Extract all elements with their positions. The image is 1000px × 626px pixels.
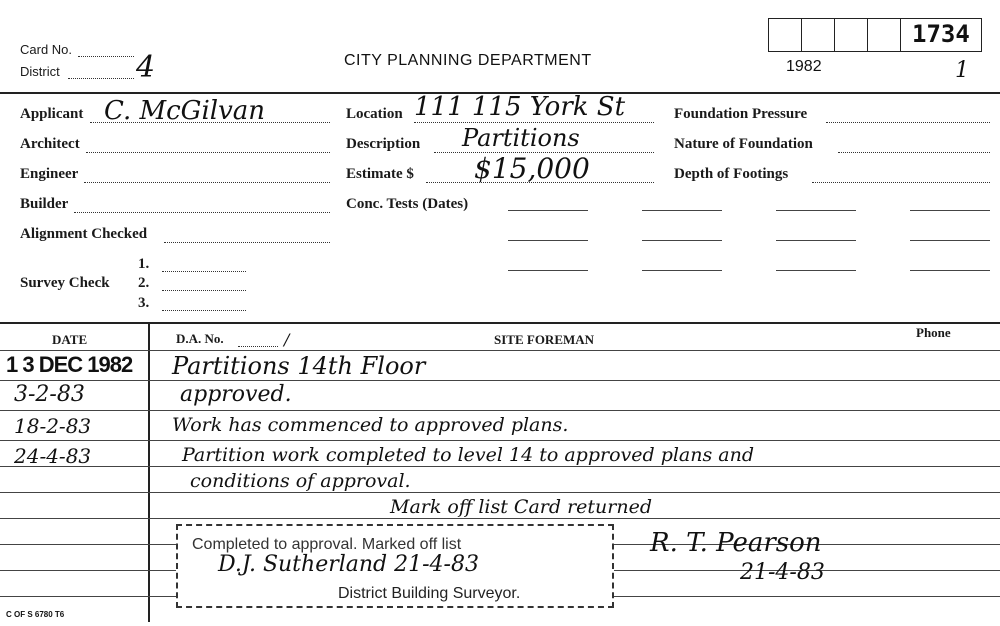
department-title: CITY PLANNING DEPARTMENT xyxy=(344,52,592,69)
nature-foundation-line xyxy=(838,152,990,153)
date-column-divider xyxy=(148,322,150,622)
signoff-signature: R. T. Pearson xyxy=(650,528,822,558)
foundation-pressure-line xyxy=(826,122,990,123)
number-box-cell xyxy=(801,18,835,52)
builder-line xyxy=(74,212,330,213)
survey-check-label: Survey Check xyxy=(20,275,110,291)
log-entry: Partitions 14th Floor xyxy=(172,352,426,380)
da-value: / xyxy=(284,330,290,349)
test-line xyxy=(642,270,722,271)
depth-footings-line xyxy=(812,182,990,183)
alignment-line xyxy=(164,242,330,243)
number-box-cell xyxy=(867,18,901,52)
test-line xyxy=(910,210,990,211)
location-label: Location xyxy=(346,106,403,122)
survey-item-2: 2. xyxy=(138,275,150,291)
test-line xyxy=(910,240,990,241)
survey-line-2 xyxy=(162,290,246,291)
test-line xyxy=(508,210,588,211)
site-foreman-header: SITE FOREMAN xyxy=(494,332,595,347)
district-label: District xyxy=(20,64,60,79)
log-top-border xyxy=(0,322,1000,324)
log-entry: Work has commenced to approved plans. xyxy=(172,414,569,436)
survey-item-3: 3. xyxy=(138,295,150,311)
da-header: D.A. No. xyxy=(176,331,224,346)
test-line xyxy=(776,270,856,271)
log-row-rule xyxy=(0,492,1000,493)
phone-header: Phone xyxy=(916,325,951,340)
survey-line-1 xyxy=(162,271,246,272)
applicant-label: Applicant xyxy=(20,106,84,122)
card-year: 1982 xyxy=(786,58,822,75)
engineer-line xyxy=(84,182,330,183)
test-line xyxy=(508,240,588,241)
log-entry: Mark off list Card returned xyxy=(390,496,653,518)
test-line xyxy=(910,270,990,271)
test-line xyxy=(776,210,856,211)
survey-item-1: 1. xyxy=(138,256,150,272)
stamp-signature: D.J. Sutherland 21-4-83 xyxy=(218,552,479,577)
survey-line-3 xyxy=(162,310,246,311)
card-no-label: Card No. xyxy=(20,42,73,57)
card-no-line xyxy=(78,56,134,57)
stamp-line-3: District Building Surveyor. xyxy=(338,585,521,602)
location-line xyxy=(414,122,654,123)
corner-mark: 1 xyxy=(955,58,969,83)
log-row-rule xyxy=(0,518,1000,519)
log-entry: approved. xyxy=(180,382,292,407)
alignment-label: Alignment Checked xyxy=(20,226,148,242)
description-label: Description xyxy=(346,136,421,152)
log-entry: Partition work completed to level 14 to approved plans and xyxy=(182,444,755,466)
architect-label: Architect xyxy=(20,136,80,152)
number-box-cell xyxy=(768,18,802,52)
log-header-rule xyxy=(0,350,1000,351)
card-number: 1734 xyxy=(912,20,970,48)
log-row-rule xyxy=(0,440,1000,441)
district-line xyxy=(68,78,134,79)
test-line xyxy=(642,240,722,241)
log-entry: conditions of approval. xyxy=(190,470,411,492)
description-value: Partitions xyxy=(462,124,580,152)
test-line xyxy=(508,270,588,271)
architect-line xyxy=(86,152,330,153)
location-value: 111 115 York St xyxy=(414,92,626,122)
log-date: 3-2-83 xyxy=(14,382,85,407)
estimate-label: Estimate $ xyxy=(346,166,414,182)
log-date: 1 3 DEC 1982 xyxy=(6,352,133,377)
builder-label: Builder xyxy=(20,196,69,212)
form-code: C OF S 6780 T6 xyxy=(6,610,65,619)
da-line xyxy=(238,346,278,347)
applicant-value: C. McGilvan xyxy=(104,96,266,126)
depth-footings-label: Depth of Footings xyxy=(674,166,789,182)
log-row-rule xyxy=(0,380,1000,381)
log-date: 18-2-83 xyxy=(14,414,92,438)
conc-tests-label: Conc. Tests (Dates) xyxy=(346,196,469,212)
log-row-rule xyxy=(0,466,1000,467)
stamp-line-1: Completed to approval. Marked off list xyxy=(192,536,462,553)
number-box-cell xyxy=(834,18,868,52)
nature-foundation-label: Nature of Foundation xyxy=(674,136,813,152)
date-header: DATE xyxy=(52,332,88,347)
signoff-date: 21-4-83 xyxy=(740,560,825,585)
district-value: 4 xyxy=(136,50,156,85)
log-date: 24-4-83 xyxy=(14,444,92,468)
test-line xyxy=(776,240,856,241)
log-row-rule xyxy=(0,410,1000,411)
engineer-label: Engineer xyxy=(20,166,79,182)
test-line xyxy=(642,210,722,211)
estimate-value: $15,000 xyxy=(474,152,590,185)
foundation-pressure-label: Foundation Pressure xyxy=(674,106,808,122)
